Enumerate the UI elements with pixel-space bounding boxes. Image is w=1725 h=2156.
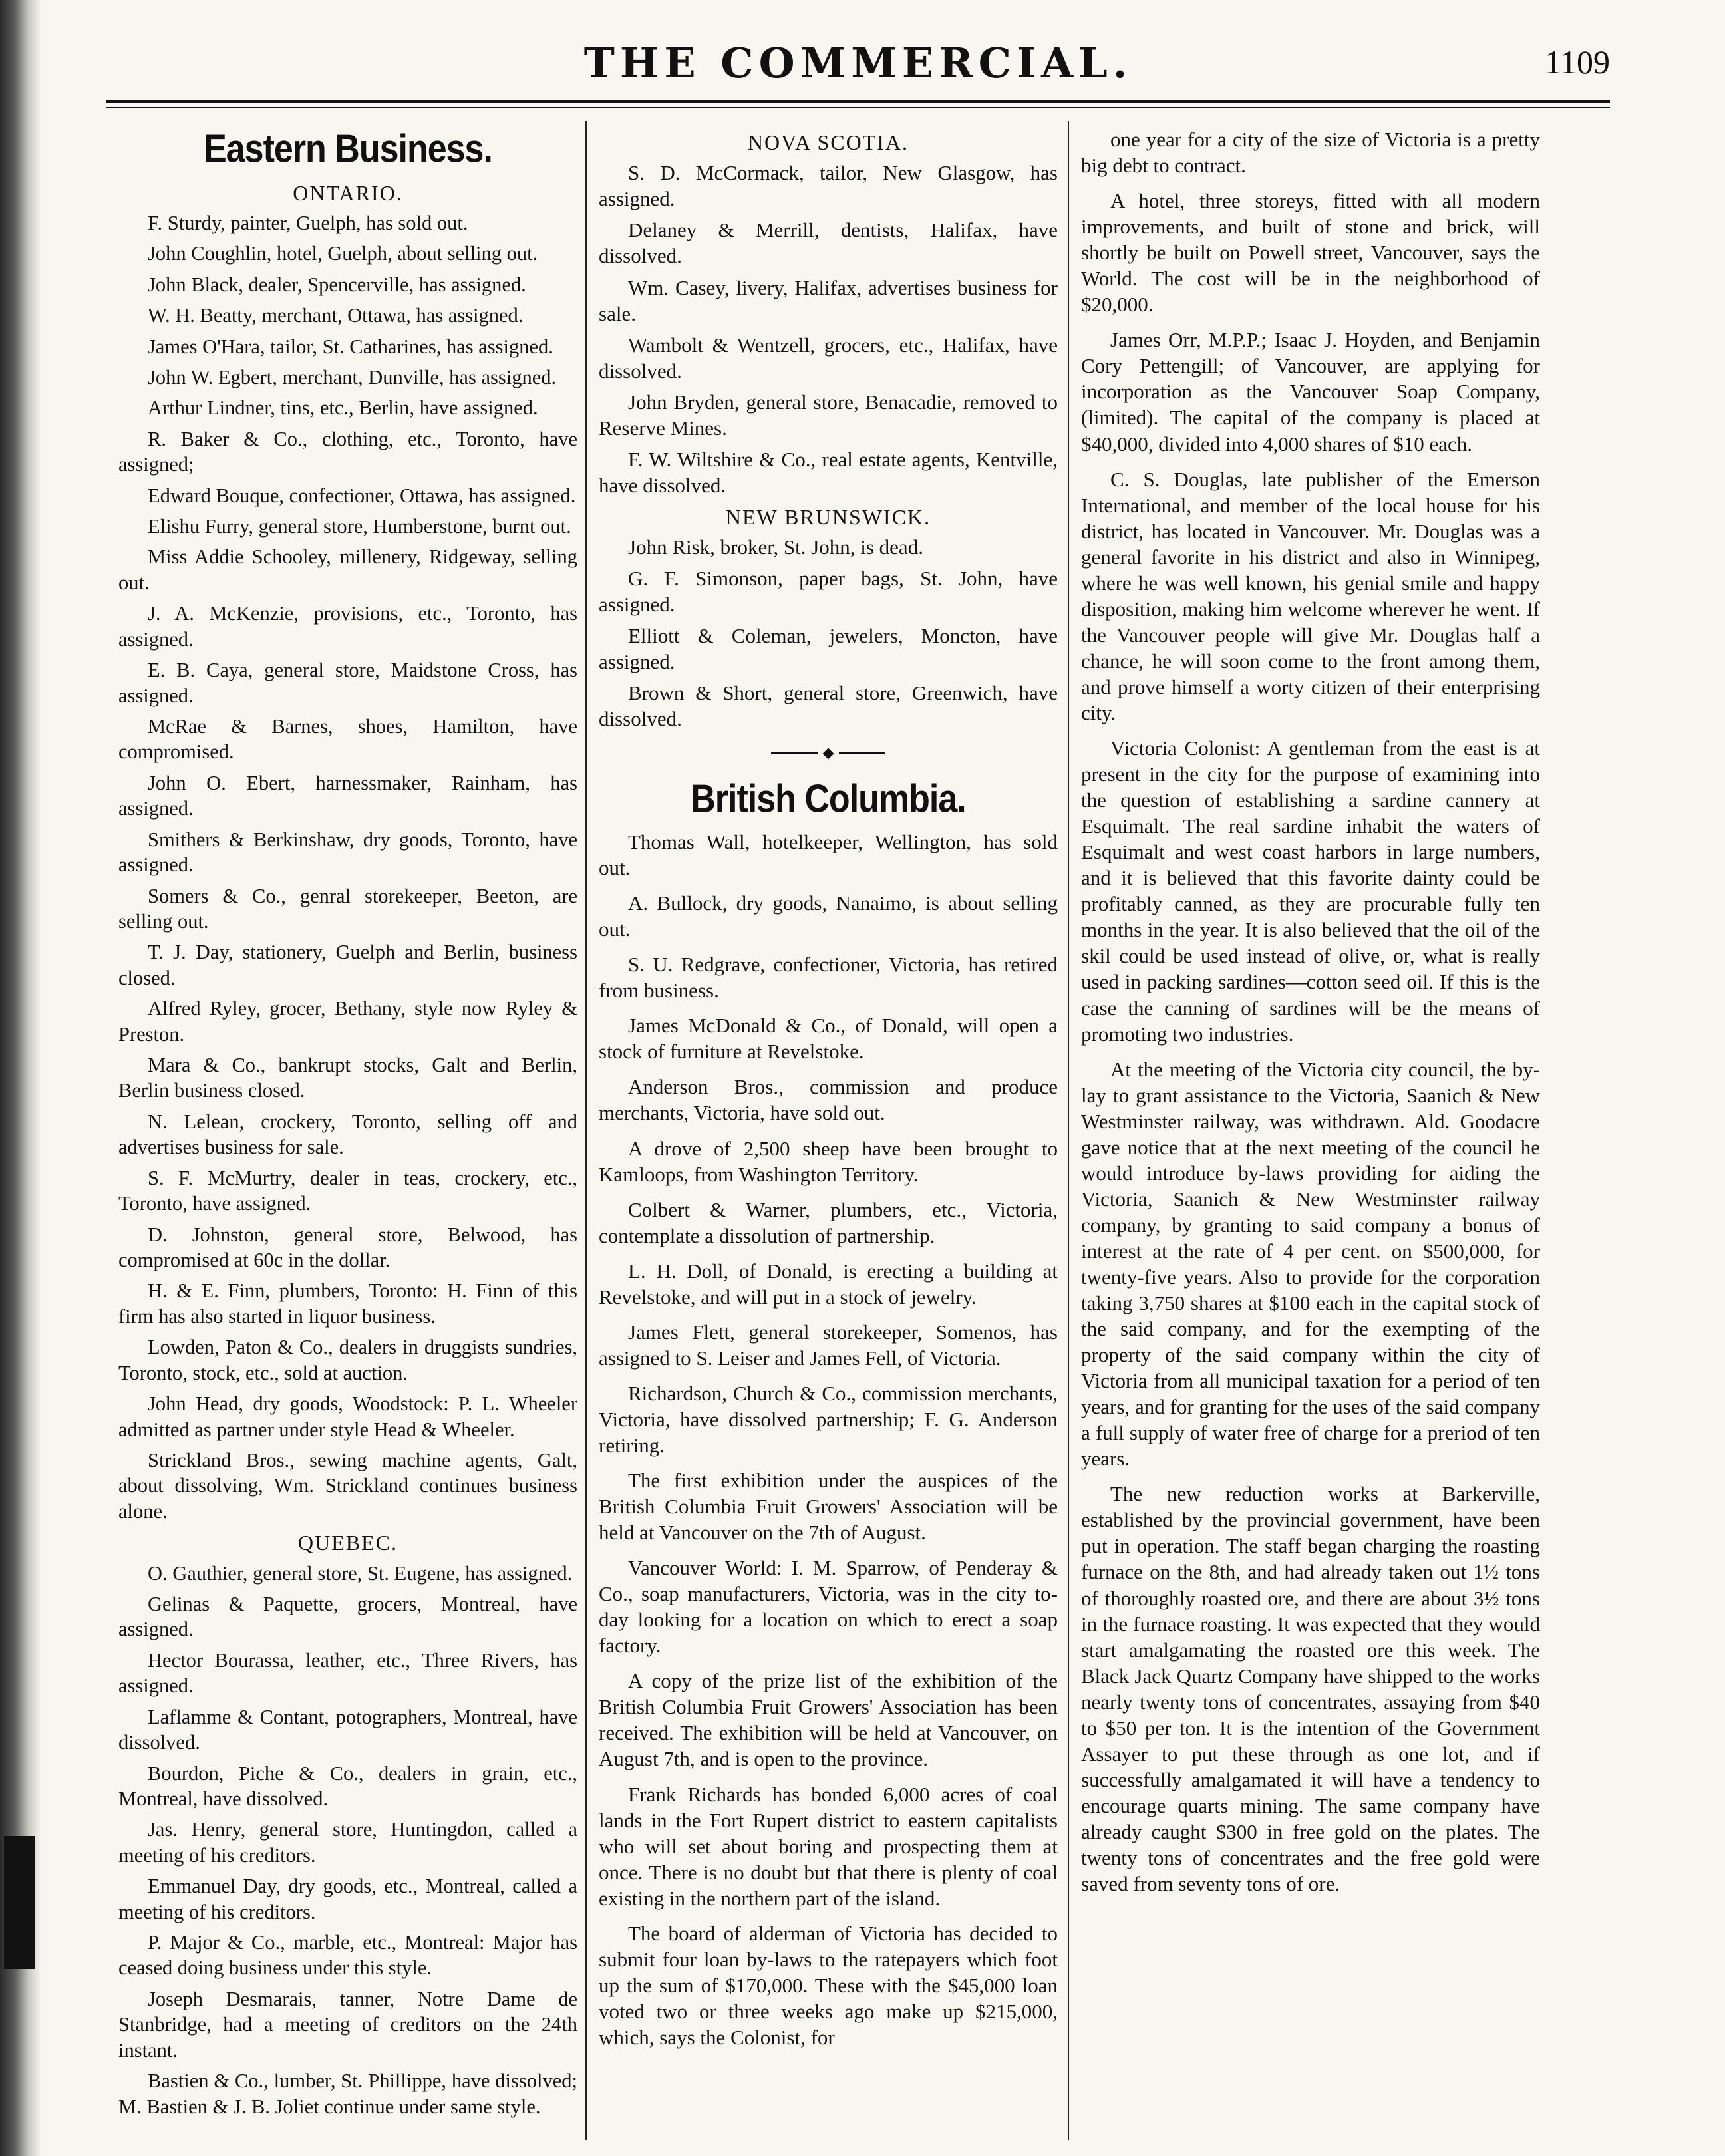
page-header [106,39,1610,105]
news-item: O. Gauthier, general store, St. Eugene, has assigned. [148,1561,573,1585]
news-item: A copy of the prize list of the exhibition of the British Columbia Fruit Growers' Association has been received. The exhibition will be held at Vancouver, on August 7th, and is open to the province. [599,1669,1058,1771]
news-item: Thomas Wall, hotelkeeper, Wellington, has sold out. [599,830,1058,880]
section-quebec [118,1529,577,2119]
news-item: Vancouver World: I. M. Sparrow, of Penderay & Co., soap manufacturers, Victoria, was in the city to-day looking for a location on which to erect a soap factory. [599,1556,1058,1658]
section-divider-ornament [599,750,1058,758]
news-item: A. Bullock, dry goods, Nanaimo, is about selling out. [599,891,1058,941]
news-item: Somers & Co., genral storekeeper, Beeton, are selling out. [118,884,577,933]
item-list [599,829,1058,2050]
news-item: S. U. Redgrave, confectioner, Victoria, has retired from business. [599,953,1058,1002]
section-heading: Eastern Business. [204,126,492,172]
item-list [599,160,1058,498]
news-item: Delaney & Merrill, dentists, Halifax, have dissolved. [599,218,1058,268]
subheading: ONTARIO. [293,180,403,205]
news-item: N. Lelean, crockery, Toronto, selling off and advertises business for sale. [118,1110,577,1159]
news-item: Wambolt & Wentzell, grocers, etc., Halifax, have dissolved. [599,333,1058,383]
news-item: John Coughlin, hotel, Guelph, about selling out. [148,242,538,265]
news-item: The board of alderman of Victoria has decided to submit four loan by-laws to the ratepayers which foot up the sum of $170,000. These with the $45,000 loan voted two or three weeks ago make up $215,000, which, says the Colonist, for [599,1921,1058,2049]
news-item: G. F. Simonson, paper bags, St. John, have assigned. [599,567,1058,617]
section-new-brunswick [599,504,1058,732]
news-item: Arthur Lindner, tins, etc., Berlin, have assigned. [148,396,538,420]
news-item: Laflamme & Contant, potographers, Montreal, have dissolved. [118,1705,577,1754]
news-item: P. Major & Co., marble, etc., Montreal: Major has ceased doing business under this style. [118,1931,577,1980]
news-item: James Flett, general storekeeper, Somenos, has assigned to S. Leiser and James Fell, of Victoria. [599,1320,1058,1370]
news-item: Frank Richards has bonded 6,000 acres of coal lands in the Fort Rupert district to eastern capitalists who will set about boring and prospecting them at once. There is no doubt but that there is plenty of coal existing in the northern part of the island. [599,1782,1058,1910]
news-item: John W. Egbert, merchant, Dunville, has assigned. [148,365,557,388]
masthead-title: THE COMMERCIAL. [583,39,1133,87]
column-divider-2 [1068,121,1069,2140]
header-rule-thick [106,100,1610,103]
page-number: 1109 [1544,43,1610,80]
news-item: Edward Bouque, confectioner, Ottawa, has assigned. [148,484,576,507]
item-list [118,1561,577,2119]
subheading: NEW BRUNSWICK. [725,504,931,529]
news-item: Gelinas & Paquette, grocers, Montreal, have assigned. [118,1592,577,1641]
news-item: one year for a city of the size of Victoria is a pretty big debt to contract. [1081,128,1540,178]
news-item: Miss Addie Schooley, millenery, Ridgeway, selling out. [118,545,577,594]
news-item: S. D. McCormack, tailor, New Glasgow, has assigned. [599,161,1058,211]
news-item: James Orr, M.P.P.; Isaac J. Hoyden, and Benjamin Cory Pettengill; of Vancouver, are applying for incorporation as the Vancouver Soap Company, (limited). The capital of the company is placed at $40,000, divided into 4,000 shares of $10 each. [1081,328,1540,456]
scanned-page-edge [0,0,41,2156]
news-item: C. S. Douglas, late publisher of the Emerson International, and member of the local house for his district, has located in Vancouver. Mr. Douglas was a general favorite in his district and also in Winnipeg, where he was well known, his genial smile and happy disposition, making him welcome wherever he went. If the Vancouver people will give Mr. Douglas half a chance, he will soon come to the front among them, and prove himself a worty citizen of their enterprising city. [1081,467,1540,724]
binding-shadow [4,1836,35,1969]
news-item: F. W. Wiltshire & Co., real estate agents, Kentville, have dissolved. [599,447,1058,497]
news-item: John Head, dry goods, Woodstock: P. L. Wheeler admitted as partner under style Head & Wheeler. [118,1392,577,1441]
news-item: Elishu Furry, general store, Humberstone, burnt out. [148,515,571,538]
section-nova-scotia [599,129,1058,498]
paragraph-list [1081,126,1540,1897]
news-item: Elliott & Coleman, jewelers, Moncton, have assigned. [599,624,1058,674]
news-item: A hotel, three storeys, fitted with all modern improvements, and built of stone and brick, will shortly be built on Powell street, Vancouver, says the World. The cost will be in the neighborhood of $20,000. [1081,189,1540,317]
news-item: H. & E. Finn, plumbers, Toronto: H. Finn of this firm has also started in liquor business. [118,1279,577,1328]
news-item: F. Sturdy, painter, Guelph, has sold out. [148,211,468,234]
news-item: R. Baker & Co., clothing, etc., Toronto, have assigned; [118,427,577,476]
column-eastern-business [118,126,577,2129]
news-item: J. A. McKenzie, provisions, etc., Toronto, has assigned. [118,602,577,651]
news-item: McRae & Barnes, shoes, Hamilton, have compromised. [118,715,577,764]
news-item: W. H. Beatty, merchant, Ottawa, has assigned. [148,304,524,327]
item-list [599,534,1058,732]
news-item: T. J. Day, stationery, Guelph and Berlin, business closed. [118,941,577,989]
news-item: The first exhibition under the auspices of the British Columbia Fruit Growers' Association will be held at Vancouver on the 7th of August. [599,1469,1058,1545]
news-item: Joseph Desmarais, tanner, Notre Dame de Stanbridge, had a meeting of creditors on the 24th instant. [118,1987,577,2062]
news-item: Jas. Henry, general store, Huntingdon, called a meeting of his creditors. [118,1818,577,1867]
item-list [118,210,577,1524]
news-item: Alfred Ryley, grocer, Bethany, style now Ryley & Preston. [118,997,577,1046]
news-item: Brown & Short, general store, Greenwich, have dissolved. [599,681,1058,731]
column-maritime-and-bc [599,126,1058,2129]
subheading: QUEBEC. [298,1531,398,1555]
news-item: Lowden, Paton & Co., dealers in druggists sundries, Toronto, stock, etc., sold at auction. [118,1336,577,1384]
news-item: Hector Bourassa, leather, etc., Three Rivers, has assigned. [118,1648,577,1698]
section-ontario [118,180,577,1525]
news-item: Mara & Co., bankrupt stocks, Galt and Berlin, Berlin business closed. [118,1054,577,1102]
column-bc-continued [1081,126,1540,2129]
news-item: John Black, dealer, Spencerville, has assigned. [148,273,526,296]
news-item: James McDonald & Co., of Donald, will open a stock of furniture at Revelstoke. [599,1014,1058,1064]
news-item: Victoria Colonist: A gentleman from the east is at present in the city for the purpose of examining into the question of establishing a sardine cannery at Esquimalt. The real sardine inhabit the waters of Esquimalt and west coast harbors in large numbers, and it is believed that this favorite dainty could be profitably canned, as they are procurable fully ten months in the year. It is also believed that the oil of the skil could be used instead of olive, or, what is really used in packing sardines—cotton seed oil. If this is the case the canning of sardines will be the means of promoting two industries. [1081,736,1540,1046]
news-item: At the meeting of the Victoria city council, the by-lay to grant assistance to the Victoria, Saanich & New Westminster railway, was withdrawn. Ald. Goodacre gave notice that at the next meeting of the council he would introduce by-laws providing for aiding the Victoria, Saanich & New Westminster railway company, by granting to said company a bonus of interest at the rate of 4 per cent. on $500,000, for twenty-five years. Also to provide for the corporation taking 3,750 shares at $100 each in the capital stock of the said company, and for the exempting of the property of the said company within the city of Victoria from all municipal taxation for a period of ten years, and for granting for the uses of the said company a full supply of water free of charge for a preriod of ten years. [1081,1057,1540,1471]
news-item: L. H. Doll, of Donald, is erecting a building at Revelstoke, and will put in a stock of jewelry. [599,1259,1058,1309]
news-item: E. B. Caya, general store, Maidstone Cross, has assigned. [118,659,577,707]
news-item: Bastien & Co., lumber, St. Phillippe, have dissolved; M. Bastien & J. B. Joliet continue under same style. [118,2070,577,2118]
column-divider-1 [585,121,587,2140]
news-item: A drove of 2,500 sheep have been brought to Kamloops, from Washington Territory. [599,1136,1058,1186]
news-item: Colbert & Warner, plumbers, etc., Victoria, contemplate a dissolution of partnership. [599,1197,1058,1247]
news-item: John O. Ebert, harnessmaker, Rainham, has assigned. [118,771,577,820]
news-item: Strickland Bros., sewing machine agents, Galt, about dissolving, Wm. Strickland continues business alone. [118,1448,577,1523]
news-item: Smithers & Berkinshaw, dry goods, Toronto, have assigned. [118,828,577,877]
news-item: John Risk, broker, St. John, is dead. [628,536,923,559]
news-item: The new reduction works at Barkerville, established by the provincial government, have been put in operation. The staff began charging the roasting furnace on the 8th, and had already taken out 1½ tons of thoroughly roasted ore, and there are about 3½ tons in the furnace roasting. It was expected that they would start amalgamating the roasted ore this week. The Black Jack Quartz Company have shipped to the works nearly twenty tons of concentrates, assaying from $40 to $50 per ton. It is the intention of the Government Assayer to put these through as one lot, and if successfully amalgamated it will have a tendency to encourage quarts mining. The same company have already caught $300 in free gold on the plates. The twenty tons of concentrates and the free gold were saved from seventy tons of ore. [1081,1482,1540,1896]
news-item: James O'Hara, tailor, St. Catharines, has assigned. [148,335,553,358]
news-item: Richardson, Church & Co., commission merchants, Victoria, have dissolved partnership; F. G. Anderson retiring. [599,1381,1058,1457]
news-item: Wm. Casey, livery, Halifax, advertises business for sale. [599,275,1058,325]
news-item: Emmanuel Day, dry goods, etc., Montreal, called a meeting of his creditors. [118,1875,577,1923]
news-item: Bourdon, Piche & Co., dealers in grain, etc., Montreal, have dissolved. [118,1762,577,1810]
section-heading: British Columbia. [691,776,966,821]
news-item: D. Johnston, general store, Belwood, has compromised at 60c in the dollar. [118,1223,577,1272]
subheading: NOVA SCOTIA. [747,130,909,154]
news-item: S. F. McMurtry, dealer in teas, crockery, etc., Toronto, have assigned. [118,1166,577,1215]
header-rule-thin [106,107,1610,108]
news-item: John Bryden, general store, Benacadie, removed to Reserve Mines. [599,390,1058,440]
news-item: Anderson Bros., commission and produce merchants, Victoria, have sold out. [599,1075,1058,1125]
